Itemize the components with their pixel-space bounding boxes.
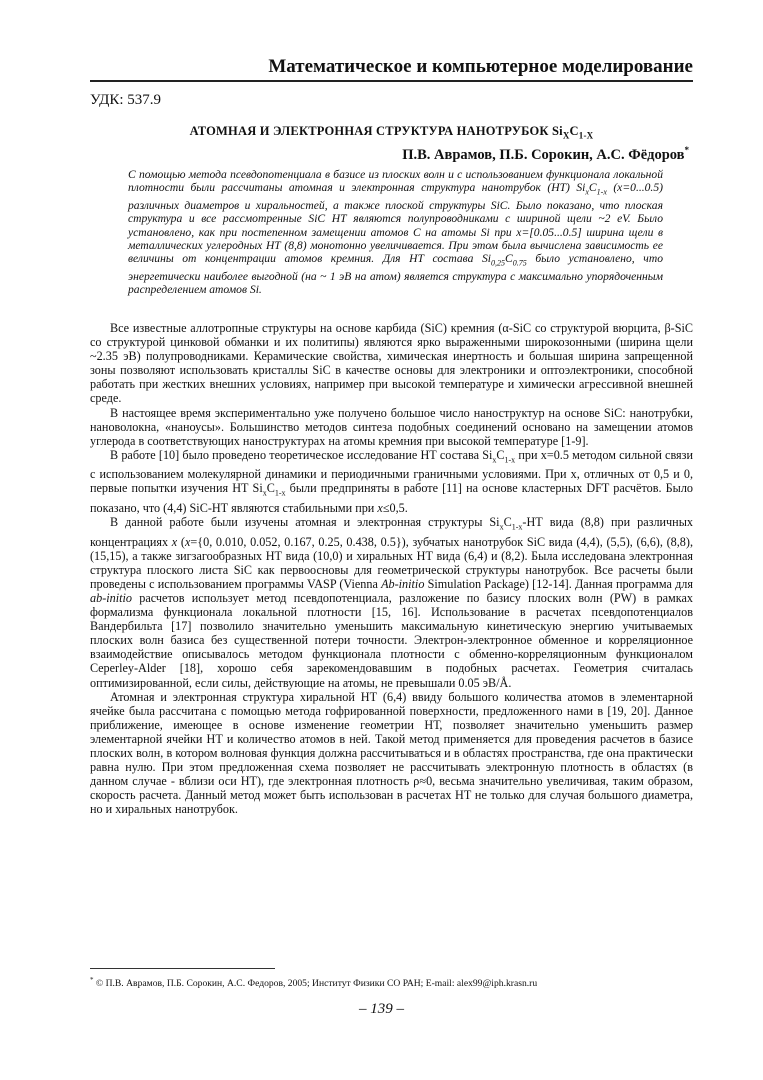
text-italic: Ab-initio xyxy=(381,576,425,591)
text-run: Simulation Package) [12-14]. Данная программа для xyxy=(424,576,693,591)
abstract-sub: x xyxy=(585,187,589,197)
text-run: C xyxy=(503,515,512,530)
abstract-sub: 1-x xyxy=(596,187,607,197)
paragraph xyxy=(90,448,693,515)
text-run: ={0, 0.010, 0.052, 0.167, 0.25, 0.438, 0.5}), зубчатых нанотрубок SiC вида (4,4), (5,5), (6,6), (8,8), (15,15), а также зигзагообразных НТ вида (10,0) и хиральных НТ вида (6,4) и (8,2). Была исследована электронная структура плоского листа SiC как первоосновы для геометрической структуры нанотрубок. Все расчеты были проведены с использованием программы VASP (Vienna xyxy=(90,534,693,591)
text-sub: 1-x xyxy=(504,455,516,465)
text-run: В работе [10] было проведено теоретическое исследование НТ состава Si xyxy=(110,447,493,462)
text-run: В данной работе были изучены атомная и электронная структуры Si xyxy=(110,515,500,530)
text-run: C xyxy=(266,481,275,496)
author-footnote-mark: * xyxy=(684,145,689,155)
paper-title xyxy=(90,124,693,141)
paragraph xyxy=(90,515,693,690)
author-names: П.В. Аврамов, П.Б. Сорокин, А.С. Фёдоров xyxy=(402,146,685,163)
footnote-mark: * xyxy=(90,976,94,984)
text-run: ≤0,5. xyxy=(382,501,408,515)
abstract-text: C xyxy=(505,252,513,266)
text-run: при x=0.5 методом сильной связи с использованием молекулярной динамики и периодичными граничными условиями. При x, отличных от 0,5 и 0, первые попытки изучения НТ Si xyxy=(90,447,693,496)
text-sub: 1-x xyxy=(274,488,286,498)
text-run: C xyxy=(496,447,505,462)
abstract-text: C xyxy=(588,181,597,195)
title-c: C xyxy=(569,124,579,138)
text-run: -НТ вида (8,8) при различных концентрациях xyxy=(90,515,693,549)
text-italic: x xyxy=(184,534,191,549)
text-sub: x xyxy=(499,522,504,532)
text-sub: 1-x xyxy=(511,522,523,532)
footnote xyxy=(90,976,537,989)
abstract xyxy=(128,168,663,296)
text-run: ( xyxy=(177,534,185,549)
footnote-rule xyxy=(90,968,275,969)
page-number: – 139 – xyxy=(359,1001,404,1017)
text-italic: x xyxy=(171,534,178,549)
text-run: расчетов использует метод псевдопотенциала, разложение по базису плоских волн (PW) в рамках формализма функционала локальной плотности [15, 16]. Использование в расчетах псевдопотенциалов Вандербильта [17] позволило значительно уменьшить максимальную кинетическую энергию учитываемых плоских волн базиса без существенной потери точности. Электрон-электронное обменное и корреляционное взаимодействие описывалось методом функционала плотности с обменно-корреляционным функционалом Ceperley-Alder [18], хорошо себя зарекомендовавшим в подобных расчетах. Геометрия считалась оптимизированной, если силы, действующие на атомы, не превышали 0.05 эВ/Å. xyxy=(90,591,693,690)
abstract-text: С помощью метода псевдопотенциала в базисе из плоских волн и с использованием функционала локальной плотности были рассчитаны атомная и электронная структура нанотрубок (НТ) Si xyxy=(128,168,663,195)
udk-code: УДК: 537.9 xyxy=(90,92,162,108)
title-sub-x: X xyxy=(562,130,570,141)
body-text xyxy=(90,321,693,817)
paragraph: В настоящее время экспериментально уже получено большое число наноструктур на основе SiC: нанотрубки, нановолокна, «наноусы». Большинство методов синтеза подобных соединений основано на замещении атомов углерода в соответствующих наноструктурах на атомы кремния при высокой температуре [1-9]. xyxy=(90,405,693,448)
text-sub: x xyxy=(492,455,497,465)
journal-section-title: Математическое и компьютерное моделирование xyxy=(268,56,693,77)
text-run: были предприняты в работе [11] на основе кластерных DFT расчётов. Было показано, что (4,4) SiC-НТ являются стабильными при xyxy=(90,481,694,515)
abstract-text: (x=0...0.5) различных диаметров и хиральностей, а также плоской структуры SiC. Было показано, что плоская структура и все рассмотренные SiC НТ являются полупроводниками с шириной щели ~2 eV. Было установлено, как при постепенном замещении атомов С на атомы Si при x=[0.05...0.5] ширина щели в металлических углеродных НТ (8,8) монотонно увеличивается. При этом была вычислена зависимость ее величины от концентрации атомов кремния. Для НТ состава Si xyxy=(128,181,663,266)
paragraph: Атомная и электронная структура хиральной НТ (6,4) ввиду большого количества атомов в элементарной ячейке была рассчитана с помощью метода гофрированной поверхности, предложенного нами в [19, 20]. Данное приближение, имеющее в основе изменение геометрии НТ, позволяет значительно уменьшить размер элементарной ячейки НТ и количество атомов в ней. Такой метод применяется для проведения расчетов в базисе плоских волн, в котором волновая функция должна рассчитываться и в областях пространства, где она практически равна нулю. При этом предложенная схема позволяет не рассчитывать электронную плотность в областях (в данном случае - вблизи оси НТ), где электронная плотность ρ≈0, весьма значительно увеличивая, таким образом, скорость расчета. Данный метод может быть использован в расчетах НТ не только для случая большого диаметра, но и хиральных нанотрубок. xyxy=(90,689,693,817)
title-sub-1x: 1-X xyxy=(578,130,594,141)
abstract-sub: 0,25 xyxy=(491,258,505,268)
text-sub: x xyxy=(262,488,267,498)
header-rule xyxy=(90,80,693,82)
paragraph: Все известные аллотропные структуры на основе карбида (SiC) кремния (α-SiC со структурой вюрцита, β-SiC со структурой цинковой обманки и их политипы) являются ярко выраженными широкозонными (ширина щели ~2.35 эВ) полупроводниками. Керамические свойства, химическая инертность и большая ширина запрещенной зоны позволяют использовать кристаллы SiC в качестве основы для электроники и оптоэлектроники, способной работать при жестких внешних условиях, например при высокой температуре и химически агрессивной внешней среде. xyxy=(90,321,693,406)
text-italic: x xyxy=(377,501,383,515)
title-text: АТОМНАЯ И ЭЛЕКТРОННАЯ СТРУКТУРА НАНОТРУБОК Si xyxy=(189,124,563,138)
abstract-text: было установлено, что энергетически наиболее выгодной (на ~ 1 эВ на атом) является структура с максимально упорядоченным распределением атомов Si. xyxy=(128,252,663,296)
text-italic: ab-initio xyxy=(90,591,132,605)
authors xyxy=(402,145,689,164)
abstract-sub: 0.75 xyxy=(512,258,527,268)
footnote-text: © П.В. Аврамов, П.Б. Сорокин, А.С. Федоров, 2005; Институт Физики СО РАН; E-mail: alex99@iph.krasn.ru xyxy=(93,978,538,990)
